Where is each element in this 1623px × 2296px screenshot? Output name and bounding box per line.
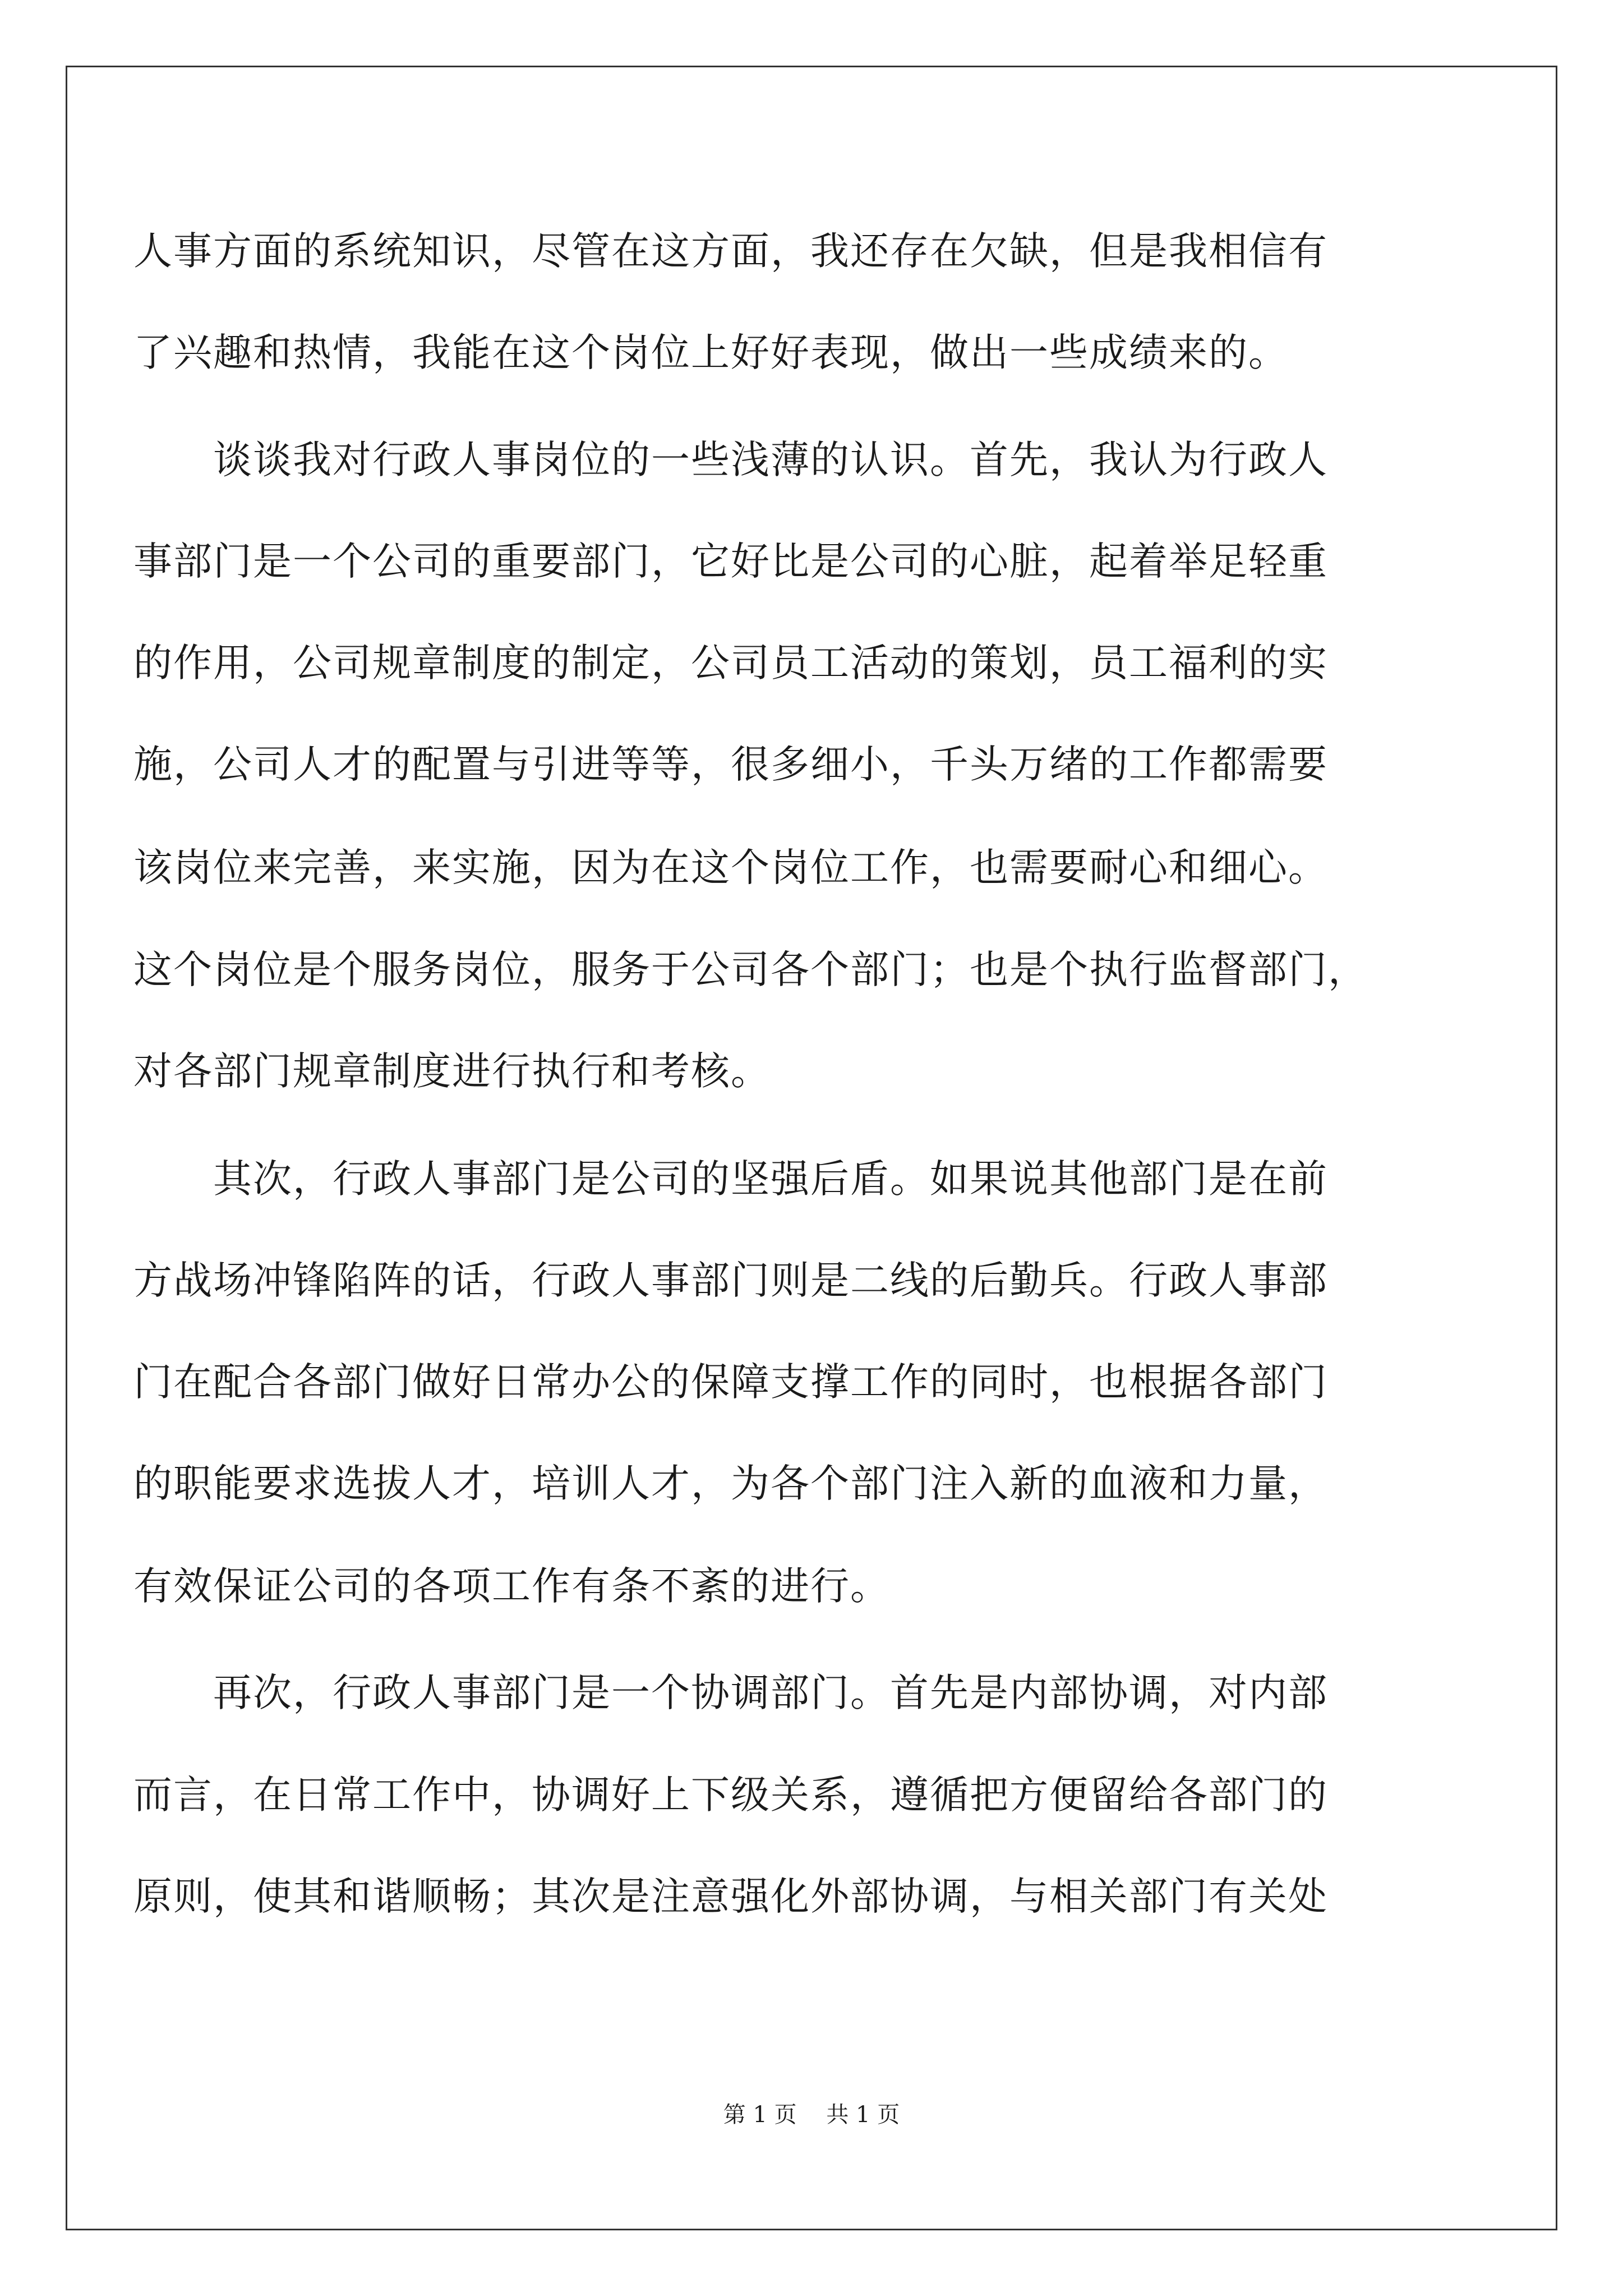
body-text-line: 了兴趣和热情，我能在这个岗位上好好表现，做出一些成绩来的。 bbox=[133, 330, 1288, 375]
body-text-line: 门在配合各部门做好日常办公的保障支撑工作的同时，也根据各部门 bbox=[133, 1360, 1328, 1405]
body-text-line: 方战场冲锋陷阵的话，行政人事部门则是二线的后勤兵。行政人事部 bbox=[133, 1258, 1328, 1303]
body-text-line: 谈谈我对行政人事岗位的一些浅薄的认识。首先，我认为行政人 bbox=[133, 438, 1328, 482]
body-text-line: 其次，行政人事部门是公司的坚强后盾。如果说其他部门是在前 bbox=[133, 1157, 1328, 1202]
body-text-line: 对各部门规章制度进行执行和考核。 bbox=[133, 1049, 771, 1094]
body-text-line: 的作用，公司规章制度的制定，公司员工活动的策划，员工福利的实 bbox=[133, 641, 1328, 685]
page-number-footer: 第 1 页 共 1 页 bbox=[723, 2102, 900, 2128]
body-text-line: 这个岗位是个服务岗位，服务于公司各个部门；也是个执行监督部门， bbox=[133, 947, 1368, 992]
body-text-line: 事部门是一个公司的重要部门，它好比是公司的心脏，起着举足轻重 bbox=[133, 539, 1328, 584]
body-text-line: 原则，使其和谐顺畅；其次是注意强化外部协调，与相关部门有关处 bbox=[133, 1874, 1328, 1919]
body-text-line: 该岗位来完善，来实施，因为在这个岗位工作，也需要耐心和细心。 bbox=[133, 845, 1328, 890]
body-text-line: 有效保证公司的各项工作有条不紊的进行。 bbox=[133, 1564, 890, 1609]
body-text-line: 的职能要求选拔人才，培训人才，为各个部门注入新的血液和力量， bbox=[133, 1461, 1328, 1506]
body-text-line: 人事方面的系统知识，尽管在这方面，我还存在欠缺，但是我相信有 bbox=[133, 229, 1328, 274]
body-text-line: 而言，在日常工作中，协调好上下级关系，遵循把方便留给各部门的 bbox=[133, 1773, 1328, 1818]
body-text-line: 再次，行政人事部门是一个协调部门。首先是内部协调，对内部 bbox=[133, 1671, 1328, 1715]
body-text-line: 施，公司人才的配置与引进等等，很多细小，千头万绪的工作都需要 bbox=[133, 742, 1328, 787]
